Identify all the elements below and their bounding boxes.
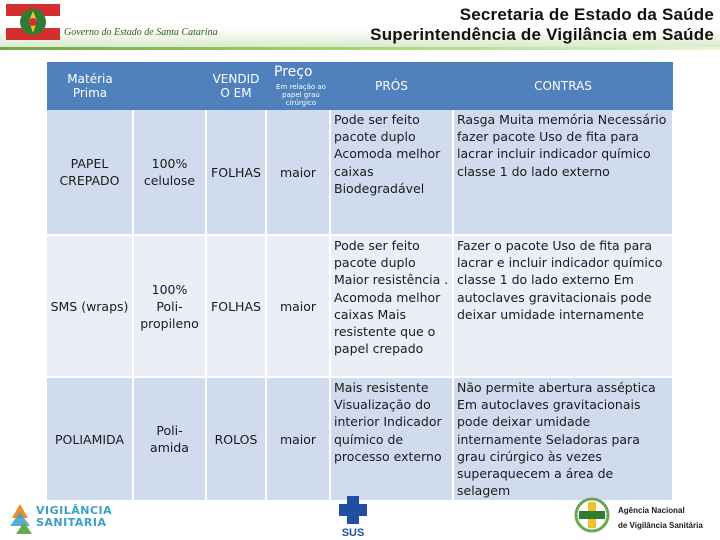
government-label: Governo do Estado de Santa Catarina: [64, 27, 218, 38]
col-header-contras: CONTRAS: [534, 79, 592, 93]
sus-logo-icon: [336, 494, 370, 538]
col-header-materia-blank: [133, 62, 206, 110]
preco-label: Preço: [274, 64, 313, 80]
cell-material: PAPEL CREPADO: [47, 110, 133, 235]
anvisa-line2: de Vigilância Sanitária: [618, 521, 703, 530]
cell-pros: Mais resistente Visualização do interior Indicador químico de processo externo: [330, 377, 453, 501]
cell-preco: maior: [266, 235, 330, 377]
cell-vendido-em: ROLOS: [206, 377, 266, 501]
page-title: Secretaria de Estado da Saúde: [459, 5, 714, 24]
vigilancia-line2: SANITARIA: [36, 516, 107, 529]
table-row: [47, 377, 673, 501]
col-header-pros: PRÓS: [375, 79, 408, 93]
cell-pros: Pode ser feito pacote duplo Acomoda melhor caixas Biodegradável: [330, 110, 453, 235]
preco-sub-label: Em relação ao papel grau cirúrgico: [276, 83, 326, 107]
cell-material: SMS (wraps): [47, 235, 133, 377]
cell-preco: maior: [266, 377, 330, 501]
page-subtitle: Superintendência de Vigilância em Saúde: [370, 25, 714, 44]
vigilancia-line1: VIGILÂNCIA: [36, 504, 113, 517]
table-row: [47, 235, 673, 377]
sus-label: SUS: [341, 527, 365, 538]
table-header-row: [47, 62, 673, 110]
col-header-materia: Matéria Prima: [67, 72, 113, 100]
cell-vendido-em: FOLHAS: [206, 235, 266, 377]
cell-contras: Rasga Muita memória Necessário fazer pacote Uso de fita para lacrar incluir indicador químico classe 1 do lado externo: [453, 110, 673, 235]
cell-contras: Não permite abertura asséptica Em autoclaves gravitacionais pode deixar umidade internamente Seladoras para grau cirúrgico às vezes superaquecem a área de selagem: [453, 377, 673, 501]
page-header: [0, 0, 720, 48]
cell-materia-prima: Poli-amida: [133, 377, 206, 501]
vigilancia-sanitaria-text: [36, 505, 112, 529]
anvisa-line1: Agência Nacional: [618, 506, 685, 515]
cell-materia-prima: 100% celulose: [133, 110, 206, 235]
col-header-vendido: VENDID O EM: [212, 72, 260, 100]
header-divider: [0, 47, 720, 50]
santa-catarina-flag-icon: [6, 4, 60, 40]
table-row: [47, 110, 673, 235]
comparison-table-wrapper: [47, 62, 673, 499]
cell-material: POLIAMIDA: [47, 377, 133, 501]
cell-pros: Pode ser feito pacote duplo Maior resistência . Acomoda melhor caixas Mais resistente que o papel crepado: [330, 235, 453, 377]
col-header-preco: [266, 62, 330, 110]
cell-preco: maior: [266, 110, 330, 235]
anvisa-text: [618, 503, 703, 533]
cell-vendido-em: FOLHAS: [206, 110, 266, 235]
comparison-table: [47, 62, 674, 502]
anvisa-logo-icon: [572, 496, 612, 534]
cell-materia-prima: 100% Poli-propileno: [133, 235, 206, 377]
cell-contras: Fazer o pacote Uso de fita para lacrar e incluir indicador químico classe 1 do lado externo Em autoclaves gravitacionais pode deixar umidade internamente: [453, 235, 673, 377]
